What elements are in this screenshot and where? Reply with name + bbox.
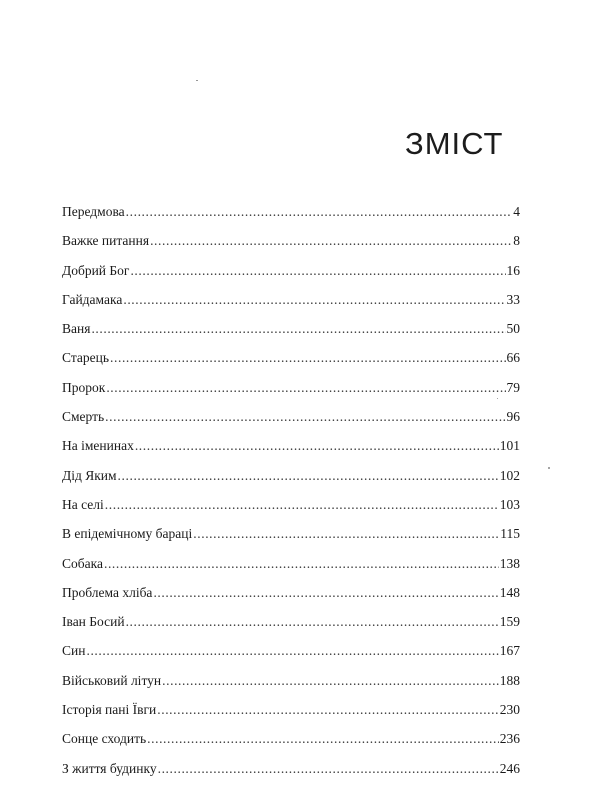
scan-speck xyxy=(196,80,198,81)
dot-leader xyxy=(153,578,498,607)
toc-entry-title: Пророк xyxy=(62,379,106,395)
dot-leader xyxy=(193,519,499,548)
toc-entry xyxy=(62,343,520,372)
toc-entry-page: 50 xyxy=(506,321,520,337)
toc-entry-title: Син xyxy=(62,643,86,659)
toc-entry-page: 96 xyxy=(506,409,520,425)
scan-speck xyxy=(548,467,550,469)
toc-entry-title: Проблема хліба xyxy=(62,584,153,600)
dot-leader xyxy=(106,373,505,402)
toc-entry-page: 236 xyxy=(499,731,520,747)
dot-leader xyxy=(104,549,499,578)
toc-entry-page: 33 xyxy=(506,291,520,307)
dot-leader xyxy=(126,607,499,636)
toc-entry-title: Смерть xyxy=(62,409,105,425)
toc-entry-title: Сонце сходить xyxy=(62,731,147,747)
dot-leader xyxy=(126,197,513,226)
toc-entry-page: 115 xyxy=(500,526,520,542)
toc-entry-page: 230 xyxy=(499,702,520,718)
toc-entry-page: 103 xyxy=(499,496,520,512)
toc-entry-page: 8 xyxy=(513,233,520,249)
toc-entry xyxy=(62,256,520,285)
toc-entry xyxy=(62,373,520,402)
table-of-contents xyxy=(62,197,520,783)
toc-entry xyxy=(62,402,520,431)
toc-entry-page: 102 xyxy=(499,467,520,483)
toc-entry xyxy=(62,226,520,255)
toc-entry-title: Ваня xyxy=(62,321,91,337)
toc-entry xyxy=(62,754,520,783)
dot-leader xyxy=(86,636,498,665)
toc-entry xyxy=(62,607,520,636)
dot-leader xyxy=(135,431,499,460)
toc-entry-page: 66 xyxy=(506,350,520,366)
toc-entry xyxy=(62,314,520,343)
toc-entry-title: З життя будинку xyxy=(62,760,157,776)
toc-entry-page: 188 xyxy=(499,672,520,688)
toc-entry xyxy=(62,636,520,665)
toc-entry-title: Важке питання xyxy=(62,233,150,249)
toc-entry-page: 4 xyxy=(513,204,520,219)
toc-entry xyxy=(62,695,520,724)
toc-entry xyxy=(62,461,520,490)
toc-entry-page: 138 xyxy=(499,555,520,571)
toc-entry-page: 148 xyxy=(499,584,520,600)
dot-leader xyxy=(130,256,505,285)
dot-leader xyxy=(147,724,499,753)
toc-entry-title: На селі xyxy=(62,496,104,512)
dot-leader xyxy=(123,285,505,314)
dot-leader xyxy=(150,226,512,255)
dot-leader xyxy=(105,402,505,431)
toc-entry xyxy=(62,549,520,578)
toc-entry-title: Військовий літун xyxy=(62,672,162,688)
toc-entry-title: На іменинах xyxy=(62,438,134,454)
dot-leader xyxy=(157,695,499,724)
dot-leader xyxy=(118,461,499,490)
toc-entry-title: В епідемічному бараці xyxy=(62,526,193,542)
dot-leader xyxy=(105,490,499,519)
toc-entry xyxy=(62,490,520,519)
toc-entry-page: 79 xyxy=(506,379,520,395)
toc-entry xyxy=(62,431,520,460)
dot-leader xyxy=(158,754,499,783)
dot-leader xyxy=(91,314,505,343)
toc-entry xyxy=(62,519,520,548)
dot-leader xyxy=(162,666,499,695)
toc-entry-title: Старець xyxy=(62,350,110,366)
scan-speck xyxy=(497,398,498,399)
toc-entry-title: Історія пані Ївги xyxy=(62,702,157,718)
toc-entry xyxy=(62,666,520,695)
toc-entry-title: Передмова xyxy=(62,204,125,219)
toc-entry-title: Собака xyxy=(62,555,103,571)
dot-leader xyxy=(110,343,505,372)
toc-entry xyxy=(62,724,520,753)
toc-entry xyxy=(62,285,520,314)
toc-entry-title: Добрий Бог xyxy=(62,262,130,278)
page-title: ЗМІСТ xyxy=(405,126,504,161)
toc-entry xyxy=(62,197,520,226)
toc-entry-title: Дід Яким xyxy=(62,467,117,483)
toc-entry-page: 167 xyxy=(499,643,520,659)
toc-entry-title: Гайдамака xyxy=(62,291,123,307)
toc-entry-page: 246 xyxy=(499,760,520,776)
toc-entry-page: 159 xyxy=(499,614,520,630)
toc-entry-page: 16 xyxy=(506,262,520,278)
toc-entry-page: 101 xyxy=(499,438,520,454)
toc-entry xyxy=(62,578,520,607)
toc-entry-title: Іван Босий xyxy=(62,614,125,630)
